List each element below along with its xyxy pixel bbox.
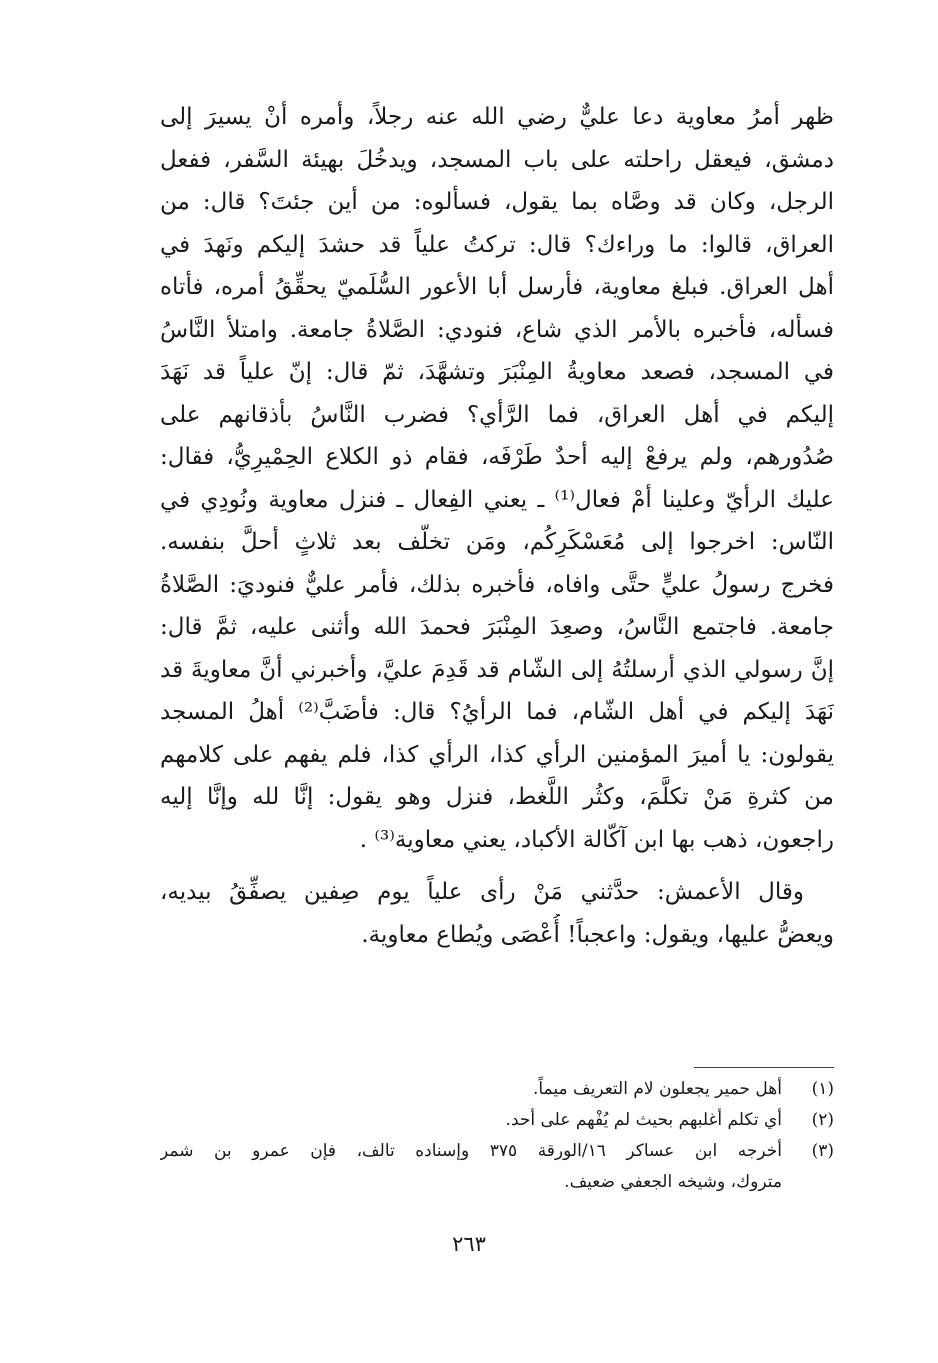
footnote-1	[160, 1074, 834, 1105]
text-line: العراق، قالوا: ما وراءك؟ قال: تركتُ علياً قد حشدَ إليكم ونَهدَ في	[160, 231, 834, 258]
footnote-line: أي تكلم أغلبهم بحيث لم يُفْهم على أحد.	[505, 1110, 782, 1130]
text-line: النّاس: اخرجوا إلى مُعَسْكَرِكُم، ومَن تخلّف بعد ثلاثٍ أحلَّ بنفسه.	[160, 529, 834, 555]
text-line: عليك الرأيّ وعلينا أمْ فعال⁽¹⁾ ـ يعني الفِعال ـ فنزل معاوية ونُودِي في	[160, 486, 834, 513]
footnote-2	[160, 1105, 834, 1136]
footnote-separator	[694, 1067, 834, 1068]
text-line: نَهَدَ إليكم في أهل الشّام، فما الرأيُ؟ قال: فأضَبَّ⁽²⁾ أهلُ المسجد	[160, 699, 834, 725]
text-line: ظهر أمرُ معاوية دعا عليٌّ رضي الله عنه رجلاً، وأمره أنْ يسيرَ إلى	[160, 104, 834, 130]
footnote-number: (٢)	[811, 1110, 834, 1130]
text-line: صُدُورهم، ولم يرفعْ إليه أحدٌ طَرْفَه، فقام ذو الكلاع الحِمْيرِيُّ، فقال:	[160, 444, 834, 470]
footnote-line: أهل حمير يجعلون لام التعريف ميماً.	[532, 1079, 782, 1099]
page-number: ٢٦٣	[452, 1232, 486, 1256]
text-line: ويعضُّ عليها، ويقول: واعجباً! أُعْصَى ويُطاع معاوية.	[361, 921, 834, 948]
text-line: وقال الأعمش: حدَّثني مَنْ رأى علياً يوم صِفين يصفِّقُ بيديه،	[160, 879, 804, 905]
text-line: أهل العراق. فبلغ معاوية، فأرسل أبا الأعور السُّلَميّ يحقِّقُ أمره، فأتاه	[160, 274, 834, 300]
footnotes	[160, 1074, 834, 1198]
text-line: إنَّ رسولي الذي أرسلتُهُ إلى الشّام قد قَدِمَ عليَّ، وأخبرني أنَّ معاويةَ قد	[160, 656, 834, 683]
text-line: جامعة. فاجتمع النَّاسُ، وصعِدَ المِنْبَرَ فحمدَ الله وأثنى عليه، ثمَّ قال:	[160, 614, 834, 640]
text-line: في المسجد، فصعد معاويةُ المِنْبَرَ وتشهَّدَ، ثمّ قال: إنّ علياً قد نَهَدَ	[160, 359, 834, 385]
text-line: إليكم في أهل العراق، فما الرَّأي؟ فضرب النَّاسُ بأذقانهم على	[160, 401, 834, 428]
footnote-text	[160, 1074, 782, 1105]
text-line: فخرج رسولُ عليٍّ حتَّى وافاه، فأخبره بذلك، فأمر عليٌّ فنوديَ: الصَّلاةُ	[160, 571, 834, 598]
text-line: من كثرةِ مَنْ تكلَّمَ، وكثُر اللَّغط، فنزل وهو يقول: إنَّا لله وإنَّا إليه	[160, 784, 834, 810]
text-line: يقولون: يا أميرَ المؤمنين الرأي كذا، الرأي كذا، فلم يفهم على كلامهم	[160, 741, 834, 768]
paragraph-2	[160, 871, 834, 956]
text-line: الرجل، وكان قد وصَّاه بما يقول، فسألوه: من أين جئتَ؟ قال: من	[160, 189, 834, 215]
footnote-line: متروك، وشيخه الجعفي ضعيف.	[564, 1172, 782, 1192]
footnote-3	[160, 1136, 834, 1198]
footnote-number: (١)	[811, 1079, 834, 1099]
footnote-line: أخرجه ابن عساكر ١٦/الورقة ٣٧٥ وإسناده تالف، فإن عمرو بن شمر	[160, 1141, 782, 1161]
text-line: راجعون، ذهب بها ابن آكّالة الأكباد، يعني معاوية⁽³⁾ .	[359, 826, 834, 853]
main-text	[160, 96, 834, 956]
paragraph-1	[160, 96, 834, 861]
footnote-text	[160, 1105, 782, 1136]
text-line: دمشق، فيعقل راحلته على باب المسجد، ويدخُلَ بهيئة السَّفر، ففعل	[160, 146, 834, 173]
footnote-number: (٣)	[811, 1141, 834, 1161]
paragraph-gap	[160, 861, 834, 871]
text-line: فسأله، فأخبره بالأمر الذي شاع، فنودي: الصَّلاةُ جامعة. وامتلأ النَّاسُ	[160, 316, 834, 343]
footnote-text	[160, 1136, 782, 1198]
